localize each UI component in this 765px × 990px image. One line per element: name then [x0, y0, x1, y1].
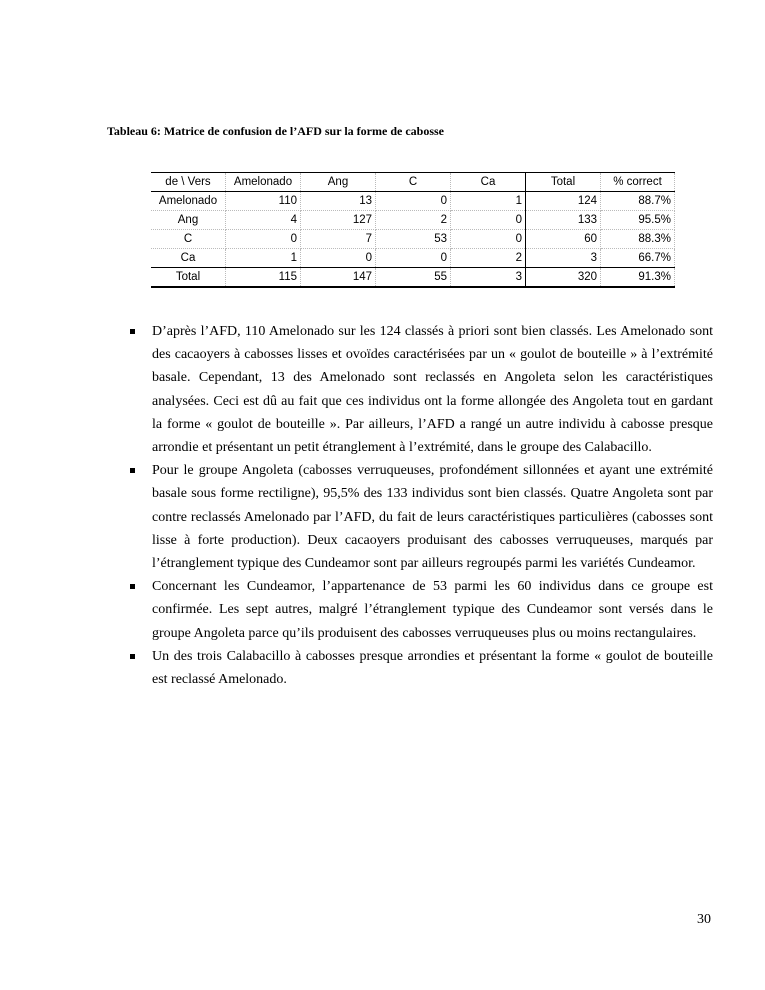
list-item: [130, 575, 713, 645]
table-cell: 4: [226, 211, 301, 230]
square-bullet-icon: [130, 654, 135, 659]
table-cell: 127: [301, 211, 376, 230]
table-row: [151, 230, 675, 249]
table-cell: 53: [376, 230, 451, 249]
paragraph-text: Pour le groupe Angoleta (cabosses verruqueuses, profondément sillonnées et ayant une extrémité basale sous forme rectiligne), 95,5% des 133 individus sont bien classés. Quatre Angoleta sont par contre reclassés Amelonado par l’AFD, du fait de leurs caractéristiques particulières (cabosses sont lisse à forte production). Deux cacaoyers produisant des cabosses verruqueuses, marqués par l’étranglement typique des Cundeamor sont par ailleurs regroupés parmi les variétés Cundeamor.: [152, 463, 713, 572]
row-label: Ang: [151, 211, 226, 230]
table-cell: 60: [526, 230, 601, 249]
table-cell: 2: [451, 249, 526, 268]
table-cell: 2: [376, 211, 451, 230]
table-cell: 1: [226, 249, 301, 268]
table-cell: 3: [451, 268, 526, 288]
paragraph-text: D’après l’AFD, 110 Amelonado sur les 124 classés à priori sont bien classés. Les Amelonado sont des cacaoyers à cabosses lisses et ovoïdes caractérisées par un « goulot de bouteille » à l’extrémité basale. Cependant, 13 des Amelonado sont reclassés en Angoleta selon les caractéristiques analysées. Ceci est dû au fait que ces individus ont la forme allongée des Angoleta tout en gardant la forme « goulot de bouteille ». Par ailleurs, l’AFD a rangé un autre individu à cabosse presque arrondie et présentant un petit étranglement à l’extrémité, dans le groupe des Calabacillo.: [152, 324, 713, 456]
table-cell: 13: [301, 192, 376, 211]
header-cell: Total: [526, 173, 601, 192]
table-cell: 1: [451, 192, 526, 211]
table-cell: 95.5%: [601, 211, 675, 230]
table-cell: 124: [526, 192, 601, 211]
table-cell: 0: [301, 249, 376, 268]
square-bullet-icon: [130, 329, 135, 334]
row-label: Amelonado: [151, 192, 226, 211]
table-total-row: [151, 268, 675, 288]
table-cell: 91.3%: [601, 268, 675, 288]
table-cell: 88.7%: [601, 192, 675, 211]
table-row: [151, 249, 675, 268]
table-cell: 110: [226, 192, 301, 211]
list-item: [130, 645, 713, 691]
table-cell: 0: [226, 230, 301, 249]
page-number: 30: [697, 912, 711, 927]
table-cell: 0: [451, 211, 526, 230]
square-bullet-icon: [130, 584, 135, 589]
table-cell: 147: [301, 268, 376, 288]
table-cell: 115: [226, 268, 301, 288]
square-bullet-icon: [130, 468, 135, 473]
table-cell: 0: [376, 192, 451, 211]
table-caption: Tableau 6: Matrice de confusion de l’AFD sur la forme de cabosse: [107, 124, 444, 138]
table-row: [151, 192, 675, 211]
table-cell: 133: [526, 211, 601, 230]
row-label: Total: [151, 268, 226, 288]
list-item: [130, 320, 713, 459]
table-row: [151, 211, 675, 230]
header-cell: Amelonado: [226, 173, 301, 192]
header-cell: de \ Vers: [151, 173, 226, 192]
table-cell: 0: [451, 230, 526, 249]
table-cell: 0: [376, 249, 451, 268]
list-item: [130, 459, 713, 575]
paragraph-text: Concernant les Cundeamor, l’appartenance de 53 parmi les 60 individus dans ce groupe est confirmée. Les sept autres, malgré l’étranglement typique des Cundeamor sont versés dans le groupe Angoleta parce qu’ils produisent des cabosses verruqueuses plus ou moins rectangulaires.: [152, 579, 713, 641]
paragraph-text: Un des trois Calabacillo à cabosses presque arrondies et présentant la forme « goulot de bouteille est reclassé Amelonado.: [152, 648, 713, 688]
table-cell: 88.3%: [601, 230, 675, 249]
table-cell: 3: [526, 249, 601, 268]
confusion-matrix-table: [151, 172, 675, 288]
table-header-row: [151, 173, 675, 192]
row-label: Ca: [151, 249, 226, 268]
table-cell: 7: [301, 230, 376, 249]
header-cell: C: [376, 173, 451, 192]
header-cell: Ca: [451, 173, 526, 192]
header-cell: % correct: [601, 173, 675, 192]
table-cell: 66.7%: [601, 249, 675, 268]
bullet-list: [130, 320, 713, 691]
header-cell: Ang: [301, 173, 376, 192]
row-label: C: [151, 230, 226, 249]
table-cell: 320: [526, 268, 601, 288]
table-cell: 55: [376, 268, 451, 288]
